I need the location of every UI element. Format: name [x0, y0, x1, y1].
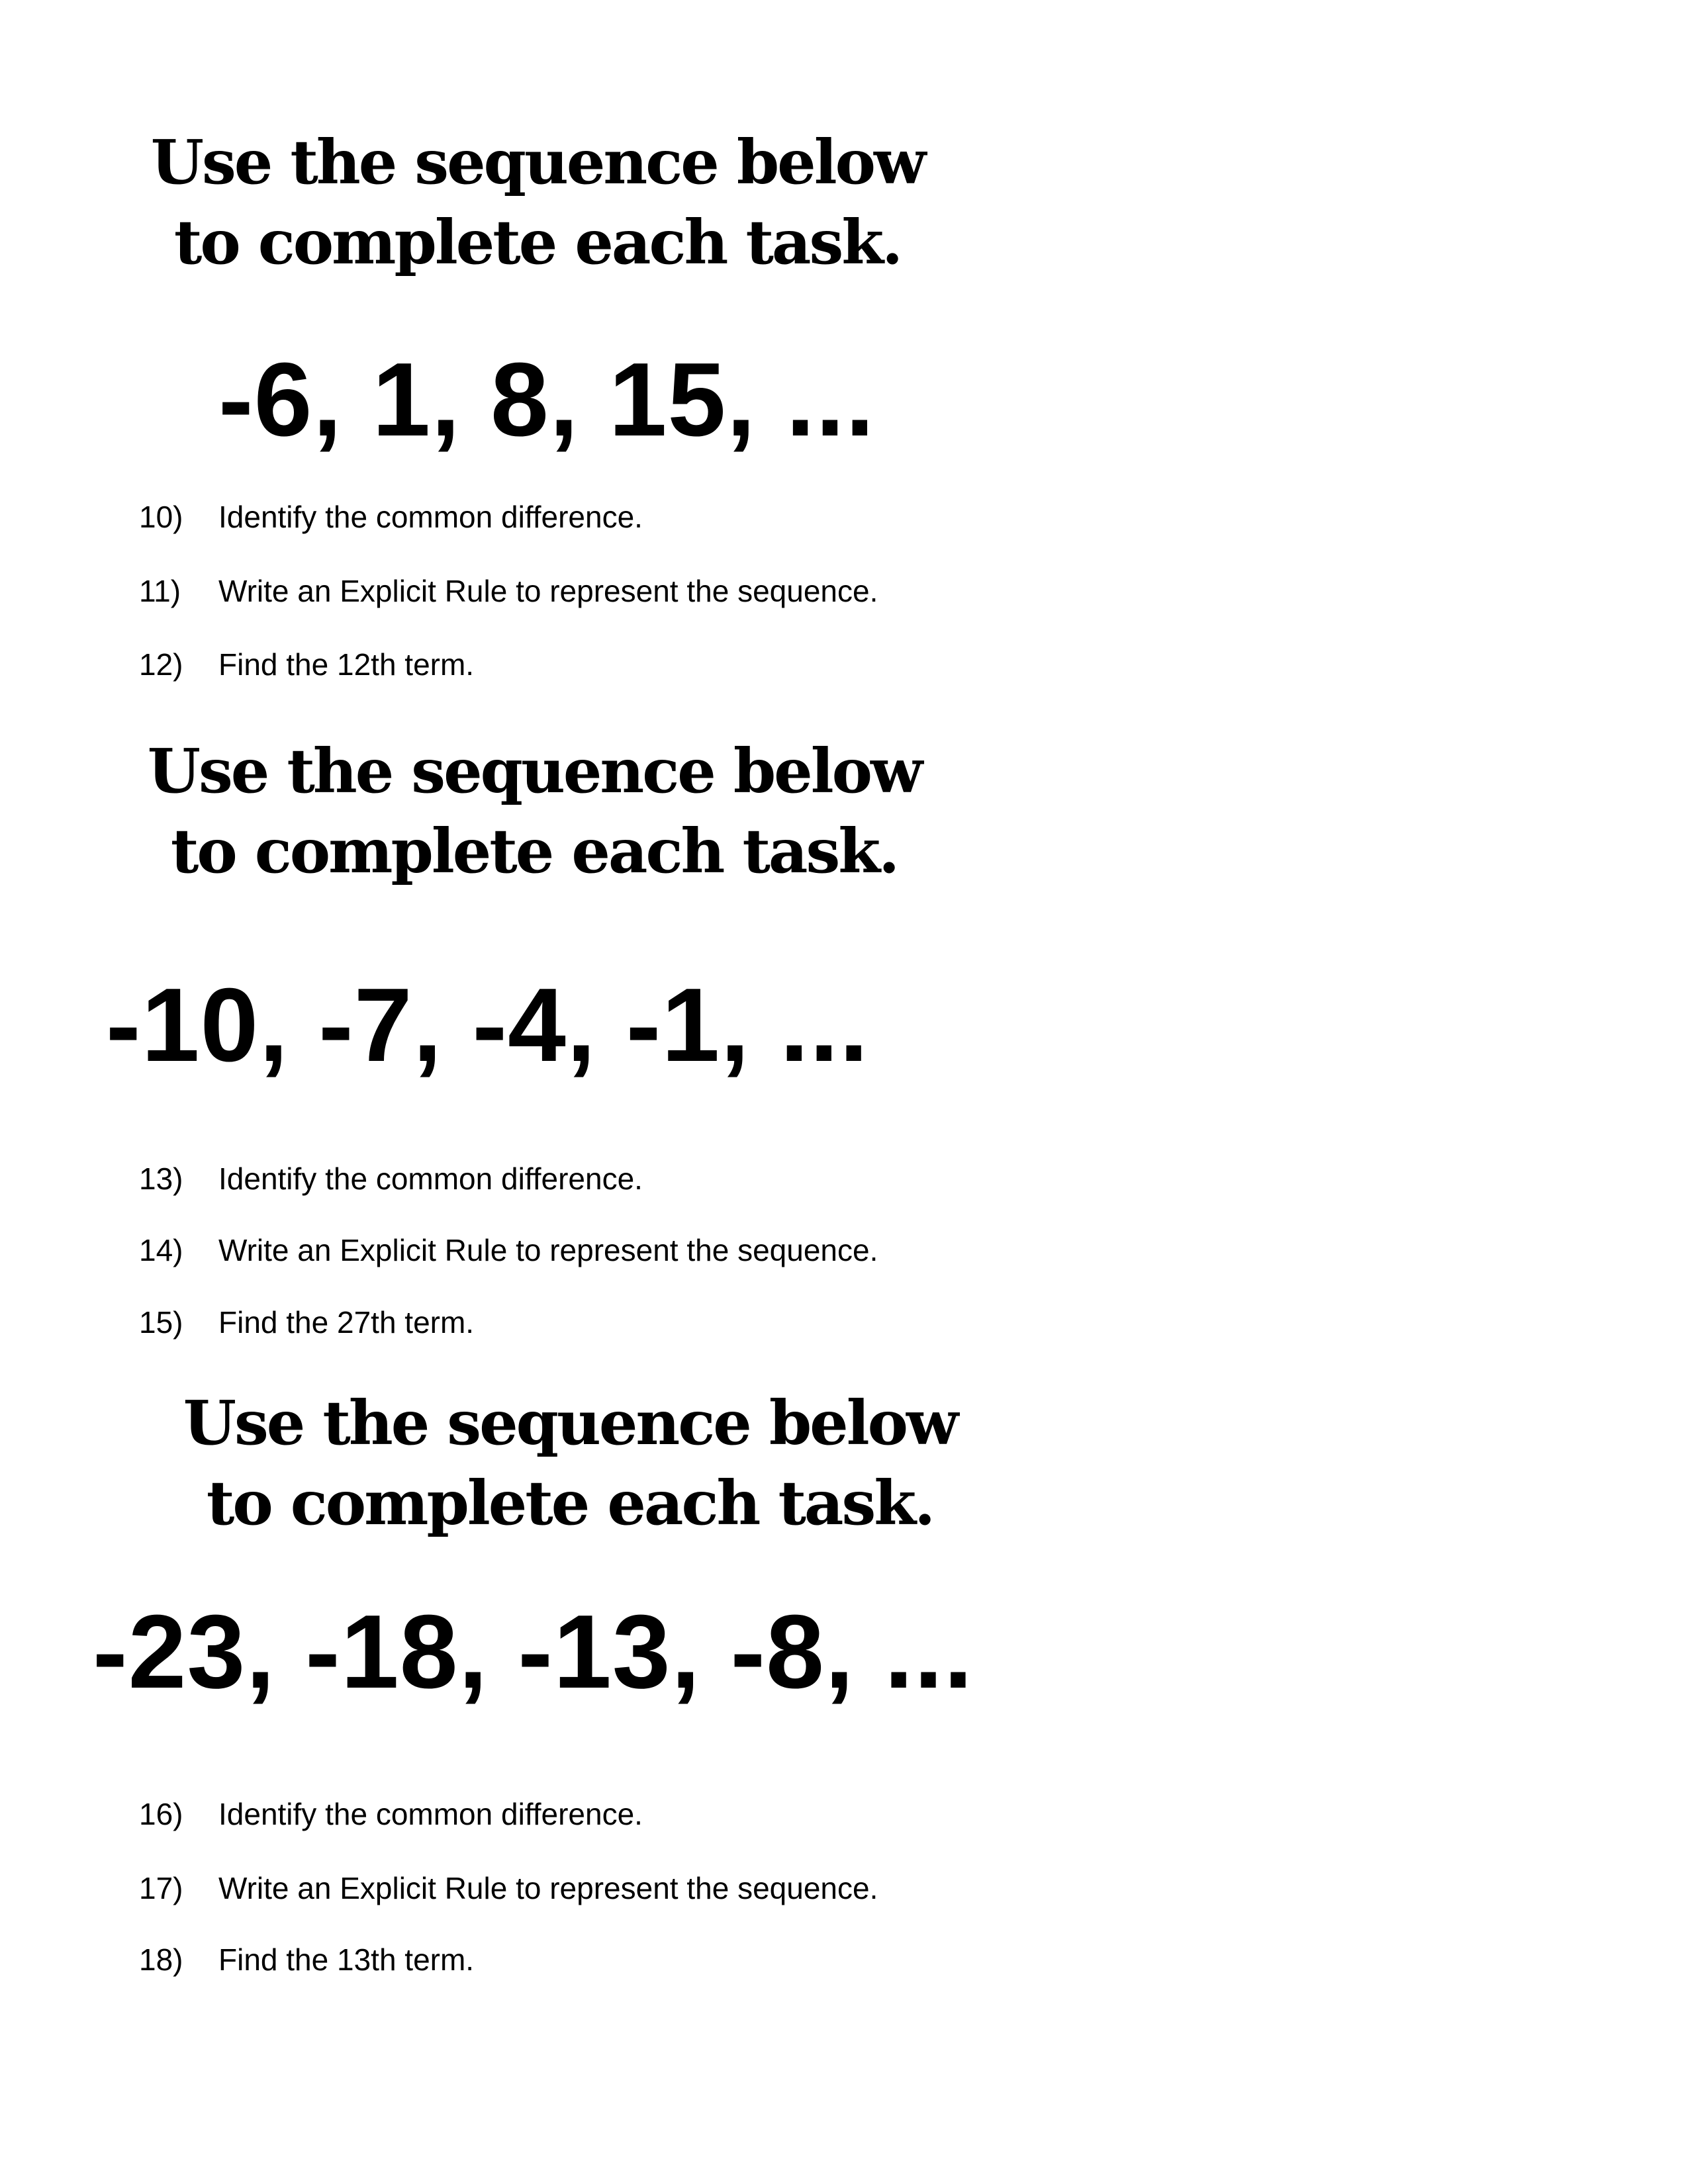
task-10 [139, 499, 643, 535]
task-12-number: 12) [139, 647, 183, 682]
task-12 [139, 647, 474, 683]
section-2-heading-line-1: Use the sequence below [147, 735, 921, 807]
section-2-heading [137, 731, 931, 892]
task-13 [139, 1161, 643, 1197]
task-13-number: 13) [139, 1161, 183, 1196]
section-2-heading-line-2: to complete each task. [170, 815, 898, 887]
section-3-sequence: -23, -18, -13, -8, ... [93, 1594, 974, 1710]
section-3-heading-line-1: Use the sequence below [183, 1387, 957, 1459]
section-3-heading-line-2: to complete each task. [206, 1467, 934, 1539]
task-10-number: 10) [139, 500, 183, 534]
section-1-sequence: -6, 1, 8, 15, ... [218, 341, 875, 458]
task-14-text: Write an Explicit Rule to represent the sequence. [218, 1233, 878, 1267]
section-1-heading [140, 122, 935, 283]
section-1-heading-line-2: to complete each task. [173, 206, 902, 279]
task-11-number: 11) [139, 574, 181, 608]
task-16-text: Identify the common difference. [218, 1797, 643, 1831]
task-13-text: Identify the common difference. [218, 1161, 643, 1196]
task-17-number: 17) [139, 1871, 183, 1905]
section-2-sequence: -10, -7, -4, -1, ... [106, 967, 869, 1083]
task-18 [139, 1942, 474, 1978]
task-16 [139, 1796, 643, 1833]
task-11 [139, 573, 878, 610]
task-10-text: Identify the common difference. [218, 500, 643, 534]
task-14 [139, 1232, 878, 1269]
task-15-text: Find the 27th term. [218, 1305, 475, 1340]
task-15 [139, 1304, 474, 1341]
section-1-heading-line-1: Use the sequence below [150, 126, 925, 198]
task-14-number: 14) [139, 1233, 183, 1267]
task-18-text: Find the 13th term. [218, 1942, 475, 1977]
task-15-number: 15) [139, 1305, 183, 1340]
task-12-text: Find the 12th term. [218, 647, 475, 682]
section-3-heading [173, 1383, 967, 1544]
task-18-number: 18) [139, 1942, 183, 1977]
task-11-text: Write an Explicit Rule to represent the sequence. [218, 574, 878, 608]
task-17-text: Write an Explicit Rule to represent the sequence. [218, 1871, 878, 1905]
task-17 [139, 1870, 878, 1907]
task-16-number: 16) [139, 1797, 183, 1831]
